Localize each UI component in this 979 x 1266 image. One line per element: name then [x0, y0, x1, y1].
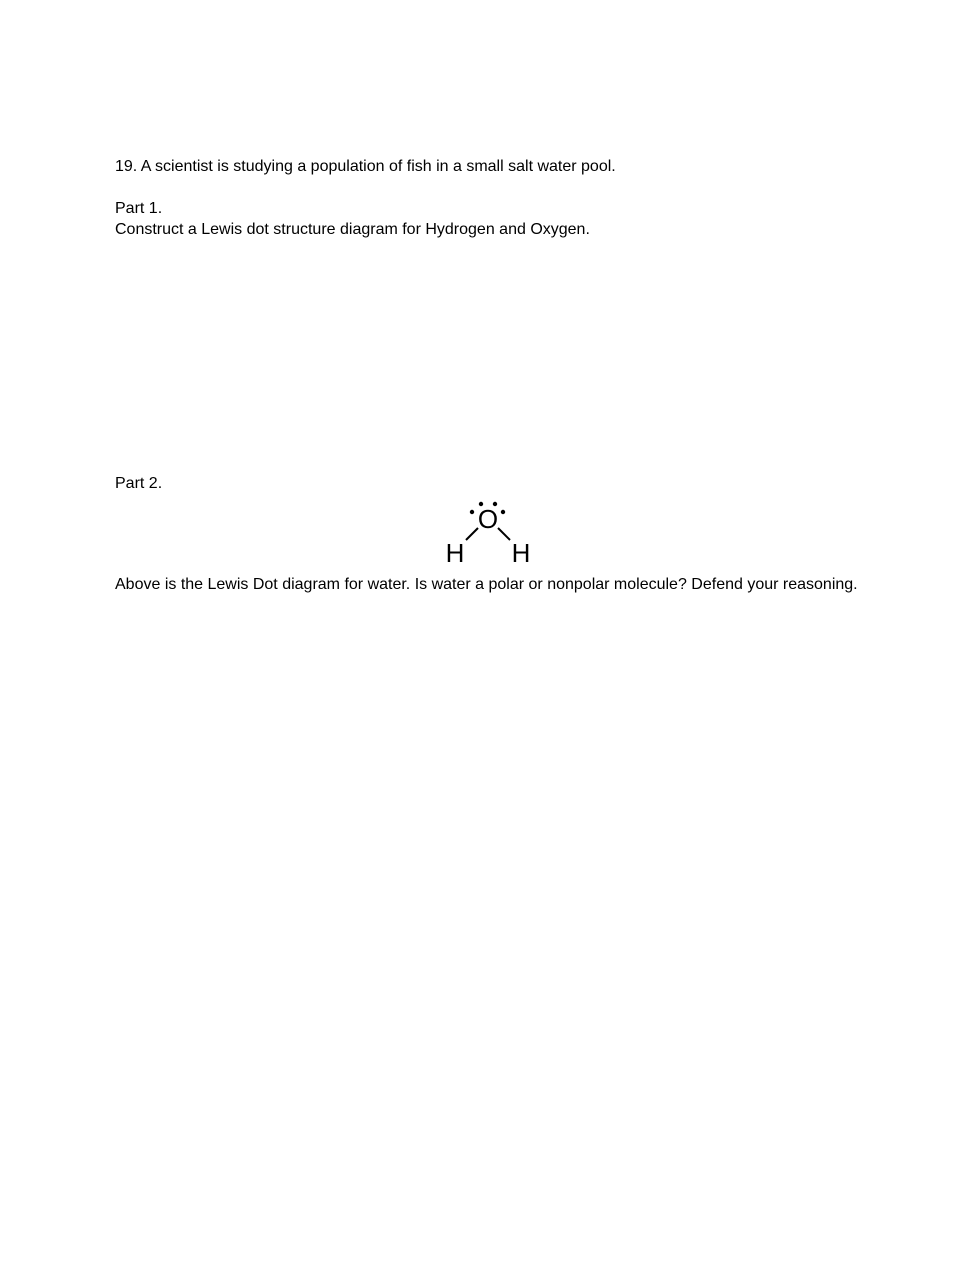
part1-label: Part 1. — [115, 200, 163, 217]
question-text: 19. A scientist is studying a population of fish in a small salt water pool. — [115, 158, 616, 175]
part1-prompt: Construct a Lewis dot structure diagram for Hydrogen and Oxygen. — [115, 221, 590, 238]
lone-pair-dot — [470, 510, 474, 514]
water-lewis-diagram — [440, 497, 540, 569]
bond-right — [498, 528, 510, 540]
lone-pair-dot — [501, 510, 505, 514]
hydrogen-atom-left: H — [445, 538, 465, 568]
oxygen-atom: O — [477, 504, 499, 534]
bond-left — [466, 528, 478, 540]
part2-label: Part 2. — [115, 475, 163, 492]
hydrogen-atom-right: H — [511, 538, 531, 568]
part2-prompt: Above is the Lewis Dot diagram for water. Is water a polar or nonpolar molecule? Defend your reasoning. — [115, 576, 858, 593]
